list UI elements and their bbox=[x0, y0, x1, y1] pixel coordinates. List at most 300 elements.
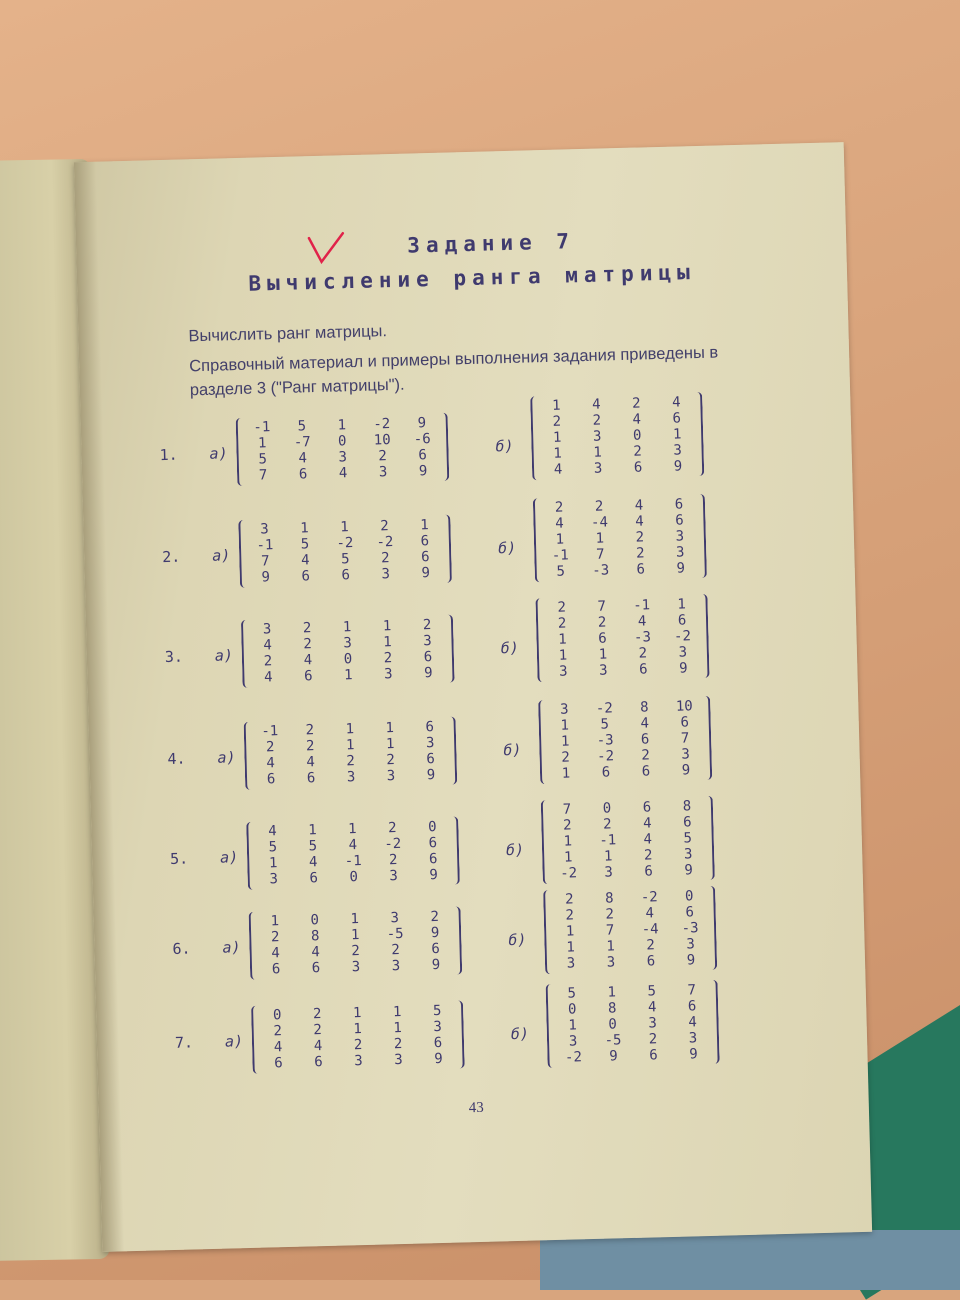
matrix-cell: 9 bbox=[676, 560, 686, 577]
matrix-cell: 5 bbox=[567, 985, 577, 1002]
reference-text-line2: разделе 3 ("Ранг матрицы"). bbox=[189, 375, 405, 400]
label-a: а) bbox=[209, 444, 228, 463]
matrix-cell: 4 bbox=[555, 515, 564, 532]
matrix-cell: 0 bbox=[349, 869, 359, 886]
matrix-cell: 3 bbox=[648, 1015, 658, 1032]
matrix-cell: 1 bbox=[672, 426, 682, 443]
matrix-cell: 5 bbox=[268, 839, 278, 856]
matrix-cell: 6 bbox=[642, 799, 652, 816]
matrix-cell: 6 bbox=[640, 731, 650, 748]
label-b: б) bbox=[505, 840, 525, 860]
matrix-cell: 2 bbox=[353, 1037, 363, 1054]
matrix-cell: -1 bbox=[261, 723, 279, 740]
matrix-cell: 0 bbox=[310, 912, 320, 929]
matrix-cell: 6 bbox=[418, 447, 428, 464]
matrix-cell: 6 bbox=[649, 1047, 658, 1064]
matrix-cell: 6 bbox=[306, 770, 316, 787]
matrix-a bbox=[236, 413, 450, 487]
matrix-cell: 3 bbox=[383, 666, 393, 683]
matrix-cell: 7 bbox=[260, 553, 270, 570]
matrix-cell: 1 bbox=[552, 429, 562, 446]
matrix-row bbox=[548, 862, 708, 882]
matrix-cell: 5 bbox=[683, 830, 693, 847]
assignment-subtitle: Вычисление ранга матрицы bbox=[248, 260, 696, 296]
matrix-cell: 2 bbox=[380, 518, 389, 535]
matrix-cell: 9 bbox=[431, 956, 441, 974]
matrix-cell: 2 bbox=[273, 1023, 283, 1040]
matrix-cell: 7 bbox=[680, 730, 690, 747]
matrix-cell: 1 bbox=[382, 618, 392, 635]
matrix-cell: 3 bbox=[343, 635, 352, 652]
matrix-a bbox=[241, 614, 455, 688]
matrix-cell: 3 bbox=[559, 701, 569, 718]
matrix-cell: 6 bbox=[428, 834, 438, 852]
matrix-cell: 9 bbox=[421, 565, 431, 582]
matrix-cell: 7 bbox=[258, 467, 268, 484]
matrix-cell: -6 bbox=[413, 431, 431, 448]
matrix-b bbox=[538, 696, 712, 784]
matrix-cell: 6 bbox=[274, 1055, 283, 1072]
matrix-cell: 6 bbox=[425, 719, 435, 736]
matrix-cell: 2 bbox=[562, 817, 572, 834]
matrix-row bbox=[541, 560, 701, 580]
matrix-cell: 3 bbox=[386, 768, 396, 785]
matrix-cell: -2 bbox=[384, 835, 402, 853]
matrix-row bbox=[546, 762, 706, 782]
matrix-cell: 2 bbox=[635, 529, 645, 546]
problem-number: 1. bbox=[159, 445, 178, 465]
matrix-cell: 2 bbox=[263, 653, 273, 670]
matrix-cell: 4 bbox=[591, 396, 601, 413]
matrix-cell: -1 bbox=[256, 537, 274, 554]
matrix-cell: 10 bbox=[675, 698, 693, 715]
matrix-cell: -7 bbox=[293, 434, 311, 451]
matrix-cell: 9 bbox=[423, 665, 433, 682]
matrix-cell: 4 bbox=[634, 497, 644, 514]
matrix-cell: 4 bbox=[311, 944, 321, 961]
matrix-cell: 3 bbox=[678, 644, 688, 661]
matrix-cell: 10 bbox=[373, 432, 391, 449]
matrix-cell: -1 bbox=[551, 547, 569, 564]
matrix-row bbox=[543, 660, 703, 680]
matrix-cell: 0 bbox=[272, 1007, 282, 1024]
page-number: 43 bbox=[468, 1099, 484, 1117]
matrix-a bbox=[249, 906, 463, 980]
matrix-cell: 1 bbox=[555, 531, 565, 548]
matrix-cell: -2 bbox=[560, 865, 578, 882]
matrix-cell: 1 bbox=[347, 821, 357, 838]
matrix-cell: 2 bbox=[305, 738, 315, 755]
matrix-cell: 5 bbox=[308, 838, 318, 855]
matrix-cell: 1 bbox=[553, 445, 563, 462]
matrix-a bbox=[246, 816, 460, 890]
matrix-cell: 1 bbox=[565, 923, 575, 940]
reference-text-line1: Справочный материал и примеры выполнения задания приведены в bbox=[189, 343, 719, 376]
matrix-cell: 3 bbox=[593, 460, 603, 477]
matrix-cell: 3 bbox=[604, 864, 614, 881]
problem-7 bbox=[96, 980, 868, 1096]
matrix-cell: 1 bbox=[337, 417, 347, 434]
matrix-cell: 1 bbox=[560, 717, 570, 734]
matrix-cell: -3 bbox=[633, 629, 652, 646]
matrix-cell: -1 bbox=[633, 597, 651, 614]
matrix-b bbox=[533, 494, 707, 582]
problem-number: 2. bbox=[161, 547, 181, 567]
matrix-cell: 3 bbox=[686, 936, 695, 953]
matrix-cell: -3 bbox=[596, 732, 614, 749]
matrix-cell: 5 bbox=[258, 451, 268, 468]
matrix-cell: 2 bbox=[641, 747, 651, 764]
matrix-cell: 8 bbox=[604, 890, 614, 907]
matrix-cell: 9 bbox=[434, 1050, 443, 1068]
matrix-cell: 3 bbox=[378, 464, 388, 481]
matrix-cell: 6 bbox=[598, 630, 607, 647]
matrix-cell: 1 bbox=[300, 520, 309, 537]
matrix-cell: 3 bbox=[381, 566, 391, 583]
matrix-cell: 1 bbox=[563, 833, 573, 850]
label-a: а) bbox=[217, 748, 236, 767]
matrix-cell: 6 bbox=[672, 410, 682, 427]
matrix-cell: 4 bbox=[688, 1014, 698, 1031]
matrix-cell: 4 bbox=[645, 905, 655, 922]
matrix-cell: 9 bbox=[418, 463, 428, 480]
matrix-cell: 3 bbox=[675, 528, 685, 545]
matrix-cell: 1 bbox=[350, 911, 360, 928]
matrix-cell: 8 bbox=[310, 928, 320, 945]
matrix-cell: 2 bbox=[387, 820, 397, 837]
matrix-cell: 0 bbox=[684, 888, 694, 905]
matrix-cell: 6 bbox=[420, 533, 430, 550]
matrix-cell: 1 bbox=[340, 519, 349, 536]
problem-2 bbox=[83, 494, 855, 610]
matrix-cell: 1 bbox=[561, 765, 571, 782]
matrix-a bbox=[238, 515, 452, 589]
matrix-cell: 4 bbox=[632, 411, 642, 428]
matrix-cell: 4 bbox=[671, 394, 681, 411]
matrix-cell: 1 bbox=[607, 984, 617, 1001]
matrix-cell: 3 bbox=[346, 769, 356, 786]
matrix-cell: 6 bbox=[311, 960, 321, 977]
matrix-cell: 2 bbox=[346, 753, 356, 770]
matrix-cell: 3 bbox=[389, 868, 399, 885]
matrix-cell: 5 bbox=[600, 716, 610, 733]
matrix-cell: 1 bbox=[385, 720, 395, 737]
matrix-cell: 6 bbox=[298, 466, 308, 483]
matrix-cell: 9 bbox=[673, 458, 683, 475]
matrix-cell: 9 bbox=[426, 767, 436, 784]
matrix-cell: 1 bbox=[598, 646, 608, 663]
matrix-cell: 2 bbox=[380, 550, 390, 567]
matrix-cell: 9 bbox=[689, 1046, 698, 1063]
matrix-cell: 3 bbox=[566, 955, 576, 972]
matrix-cell: 5 bbox=[432, 1002, 442, 1020]
matrix-cell: 6 bbox=[680, 714, 690, 731]
matrix-cell: 2 bbox=[646, 937, 655, 954]
matrix-cell: 4 bbox=[263, 637, 273, 654]
matrix-cell: -2 bbox=[673, 628, 692, 645]
matrix-cell: 2 bbox=[430, 908, 440, 926]
matrix-cell: 6 bbox=[301, 568, 311, 585]
matrix-cell: 1 bbox=[568, 1017, 578, 1034]
matrix-cell: 4 bbox=[298, 450, 308, 467]
problem-number: 6. bbox=[172, 939, 191, 958]
matrix-cell: -3 bbox=[681, 920, 699, 937]
matrix-cell: 4 bbox=[637, 613, 647, 630]
matrix-b bbox=[543, 886, 717, 974]
matrix-cell: 1 bbox=[345, 721, 355, 738]
matrix-cell: 1 bbox=[558, 631, 567, 648]
matrix-cell: 1 bbox=[383, 634, 392, 651]
matrix-cell: 6 bbox=[682, 814, 692, 831]
matrix-cell: 9 bbox=[686, 952, 696, 969]
matrix-row bbox=[551, 952, 711, 972]
matrix-cell: -2 bbox=[640, 889, 658, 906]
matrix-cell: 2 bbox=[557, 599, 567, 616]
matrix-cell: 3 bbox=[558, 663, 568, 680]
label-a: а) bbox=[224, 1032, 244, 1051]
matrix-cell: 5 bbox=[300, 536, 310, 553]
matrix-cell: 6 bbox=[685, 904, 695, 921]
matrix-b bbox=[530, 392, 704, 480]
matrix-cell: 4 bbox=[300, 552, 310, 569]
matrix-cell: -5 bbox=[386, 925, 404, 943]
matrix-cell: 6 bbox=[426, 751, 436, 768]
matrix-cell: 5 bbox=[340, 551, 350, 568]
matrix-cell: 1 bbox=[595, 530, 605, 547]
blue-object bbox=[540, 1230, 960, 1290]
matrix-cell: -1 bbox=[599, 832, 617, 849]
label-b: б) bbox=[510, 1024, 530, 1044]
label-a: а) bbox=[211, 546, 231, 565]
matrix-cell: 8 bbox=[682, 798, 692, 815]
matrix-cell: 0 bbox=[632, 427, 642, 444]
matrix-cell: 4 bbox=[647, 999, 657, 1016]
matrix-cell: 4 bbox=[266, 755, 276, 772]
matrix-cell: 1 bbox=[603, 848, 613, 865]
matrix-b bbox=[546, 980, 720, 1068]
matrix-cell: 1 bbox=[560, 733, 570, 750]
matrix-cell: -2 bbox=[376, 534, 394, 551]
matrix-cell: 5 bbox=[647, 983, 657, 1000]
label-b: б) bbox=[503, 740, 522, 760]
matrix-cell: 2 bbox=[561, 749, 571, 766]
matrix-cell: 6 bbox=[674, 496, 684, 513]
matrix-cell: 5 bbox=[556, 563, 566, 580]
matrix-cell: 2 bbox=[554, 499, 564, 516]
label-a: а) bbox=[219, 848, 239, 867]
matrix-cell: 0 bbox=[343, 651, 353, 668]
matrix-cell: 1 bbox=[393, 1019, 403, 1037]
matrix-cell: 3 bbox=[390, 910, 400, 927]
matrix-cell: 4 bbox=[268, 823, 277, 840]
matrix-cell: 9 bbox=[609, 1048, 618, 1065]
matrix-cell: 6 bbox=[341, 567, 351, 584]
matrix-cell: 6 bbox=[646, 953, 656, 970]
matrix-cell: 1 bbox=[385, 736, 395, 753]
matrix-cell: 3 bbox=[269, 871, 279, 888]
matrix-row bbox=[553, 1046, 713, 1066]
matrix-cell: 2 bbox=[597, 614, 607, 631]
matrix-cell: 0 bbox=[427, 818, 437, 836]
matrix-cell: 1 bbox=[677, 596, 687, 613]
matrix-a bbox=[251, 1000, 465, 1074]
matrix-cell: 3 bbox=[592, 428, 602, 445]
matrix-cell: 4 bbox=[553, 461, 563, 478]
matrix-cell: 6 bbox=[266, 771, 276, 788]
matrix-cell: 6 bbox=[271, 961, 281, 978]
matrix-cell: 6 bbox=[641, 763, 651, 780]
matrix-cell: 2 bbox=[388, 852, 398, 869]
matrix-cell: 3 bbox=[673, 442, 683, 459]
matrix-cell: 3 bbox=[598, 662, 608, 679]
problem-1 bbox=[80, 392, 852, 508]
matrix-cell: -1 bbox=[344, 852, 362, 870]
matrix-cell: 2 bbox=[602, 816, 612, 833]
matrix-cell: 3 bbox=[262, 621, 272, 638]
matrix-cell: 6 bbox=[428, 850, 438, 868]
matrix-cell: 2 bbox=[564, 891, 574, 908]
matrix-b bbox=[535, 594, 709, 682]
matrix-cell: 7 bbox=[595, 546, 605, 563]
matrix-cell: 2 bbox=[638, 645, 648, 662]
instruction-text: Вычислить ранг матрицы. bbox=[188, 322, 388, 346]
matrix-cell: 2 bbox=[303, 636, 312, 653]
matrix-cell: 4 bbox=[263, 669, 273, 686]
book-page bbox=[74, 142, 872, 1252]
matrix-cell: 6 bbox=[636, 561, 646, 578]
matrix-cell: 6 bbox=[420, 549, 430, 566]
matrix-cell: 2 bbox=[312, 1006, 322, 1023]
matrix-cell: 2 bbox=[557, 615, 567, 632]
matrix-cell: 3 bbox=[683, 846, 693, 863]
matrix-cell: 1 bbox=[563, 849, 573, 866]
matrix-cell: 4 bbox=[303, 652, 313, 669]
matrix-cell: 6 bbox=[314, 1054, 323, 1071]
matrix-cell: 1 bbox=[593, 444, 603, 461]
matrix-cell: 2 bbox=[351, 943, 361, 960]
matrix-cell: 9 bbox=[261, 569, 271, 586]
matrix-cell: 6 bbox=[633, 459, 643, 476]
matrix-row bbox=[538, 458, 698, 478]
matrix-cell: 6 bbox=[423, 649, 433, 666]
problem-3 bbox=[86, 594, 858, 710]
matrix-cell: 1 bbox=[268, 855, 278, 872]
matrix-cell: 0 bbox=[337, 433, 347, 450]
matrix-cell: 5 bbox=[297, 418, 307, 435]
matrix-cell: 2 bbox=[305, 722, 315, 739]
problem-number: 4. bbox=[167, 749, 186, 769]
matrix-cell: 3 bbox=[675, 544, 685, 561]
matrix-b bbox=[541, 796, 715, 884]
matrix-cell: 9 bbox=[681, 762, 691, 779]
matrix-cell: 6 bbox=[433, 1034, 443, 1052]
matrix-cell: 3 bbox=[351, 959, 361, 976]
matrix-cell: 2 bbox=[592, 412, 602, 429]
matrix-cell: 1 bbox=[392, 1003, 402, 1021]
matrix-cell: 6 bbox=[677, 612, 687, 629]
matrix-cell: 1 bbox=[551, 397, 561, 414]
matrix-cell: 3 bbox=[394, 1051, 403, 1069]
matrix-cell: 4 bbox=[306, 754, 316, 771]
matrix-cell: 6 bbox=[601, 764, 611, 781]
matrix-a bbox=[244, 716, 458, 790]
matrix-cell: 9 bbox=[430, 924, 440, 942]
matrix-cell: 3 bbox=[433, 1018, 443, 1036]
matrix-cell: 2 bbox=[648, 1031, 658, 1048]
matrix-cell: 3 bbox=[338, 449, 348, 466]
matrix-cell: 6 bbox=[644, 863, 654, 880]
matrix-cell: 9 bbox=[684, 862, 694, 879]
matrix-cell: 1 bbox=[342, 619, 352, 636]
matrix-cell: -2 bbox=[336, 535, 354, 552]
matrix-cell: 2 bbox=[552, 413, 562, 430]
matrix-cell: 6 bbox=[309, 870, 319, 887]
matrix-cell: 4 bbox=[273, 1039, 283, 1056]
matrix-cell: 4 bbox=[348, 837, 358, 854]
matrix-cell: 2 bbox=[313, 1022, 323, 1039]
matrix-cell: 3 bbox=[425, 735, 435, 752]
matrix-cell: 9 bbox=[678, 660, 688, 677]
matrix-cell: 3 bbox=[391, 957, 401, 975]
matrix-cell: 2 bbox=[265, 739, 275, 756]
matrix-cell: -2 bbox=[595, 700, 613, 717]
matrix-cell: 2 bbox=[605, 906, 615, 923]
matrix-cell: 3 bbox=[423, 633, 432, 650]
label-b: б) bbox=[500, 638, 520, 658]
matrix-cell: -3 bbox=[592, 562, 610, 579]
matrix-cell: 4 bbox=[313, 1038, 323, 1055]
matrix-cell: 4 bbox=[643, 831, 653, 848]
matrix-cell: 2 bbox=[270, 929, 280, 946]
matrix-cell: -1 bbox=[253, 419, 271, 436]
matrix-cell: 3 bbox=[568, 1033, 578, 1050]
label-a: а) bbox=[222, 938, 241, 957]
matrix-cell: 1 bbox=[270, 913, 280, 930]
matrix-cell: 3 bbox=[260, 521, 269, 538]
matrix-cell: 1 bbox=[420, 517, 429, 534]
matrix-cell: 2 bbox=[594, 498, 604, 515]
matrix-cell: 7 bbox=[605, 922, 615, 939]
matrix-cell: 7 bbox=[597, 598, 607, 615]
matrix-cell: 4 bbox=[338, 465, 348, 482]
matrix-cell: 2 bbox=[635, 545, 645, 562]
matrix-cell: 0 bbox=[608, 1016, 618, 1033]
matrix-cell: 1 bbox=[308, 822, 317, 839]
matrix-cell: 4 bbox=[642, 815, 652, 832]
problem-number: 7. bbox=[174, 1033, 194, 1052]
matrix-cell: 3 bbox=[681, 746, 691, 763]
matrix-cell: 2 bbox=[378, 448, 388, 465]
matrix-cell: 1 bbox=[350, 927, 360, 944]
matrix-cell: 6 bbox=[638, 661, 648, 678]
matrix-cell: 1 bbox=[566, 939, 576, 956]
label-b: б) bbox=[495, 436, 514, 456]
matrix-cell: 2 bbox=[383, 650, 393, 667]
matrix-cell: 2 bbox=[302, 620, 312, 637]
matrix-cell: 6 bbox=[303, 668, 313, 685]
matrix-cell: 2 bbox=[422, 617, 432, 634]
matrix-cell: 6 bbox=[431, 940, 441, 958]
matrix-cell: -5 bbox=[604, 1032, 622, 1049]
matrix-cell: 2 bbox=[643, 847, 653, 864]
matrix-cell: 1 bbox=[558, 647, 568, 664]
matrix-cell: 8 bbox=[607, 1000, 617, 1017]
matrix-cell: 1 bbox=[257, 435, 267, 452]
matrix-cell: 4 bbox=[271, 945, 281, 962]
label-b: б) bbox=[497, 538, 517, 558]
matrix-cell: 1 bbox=[345, 737, 355, 754]
matrix-cell: 6 bbox=[687, 998, 697, 1015]
